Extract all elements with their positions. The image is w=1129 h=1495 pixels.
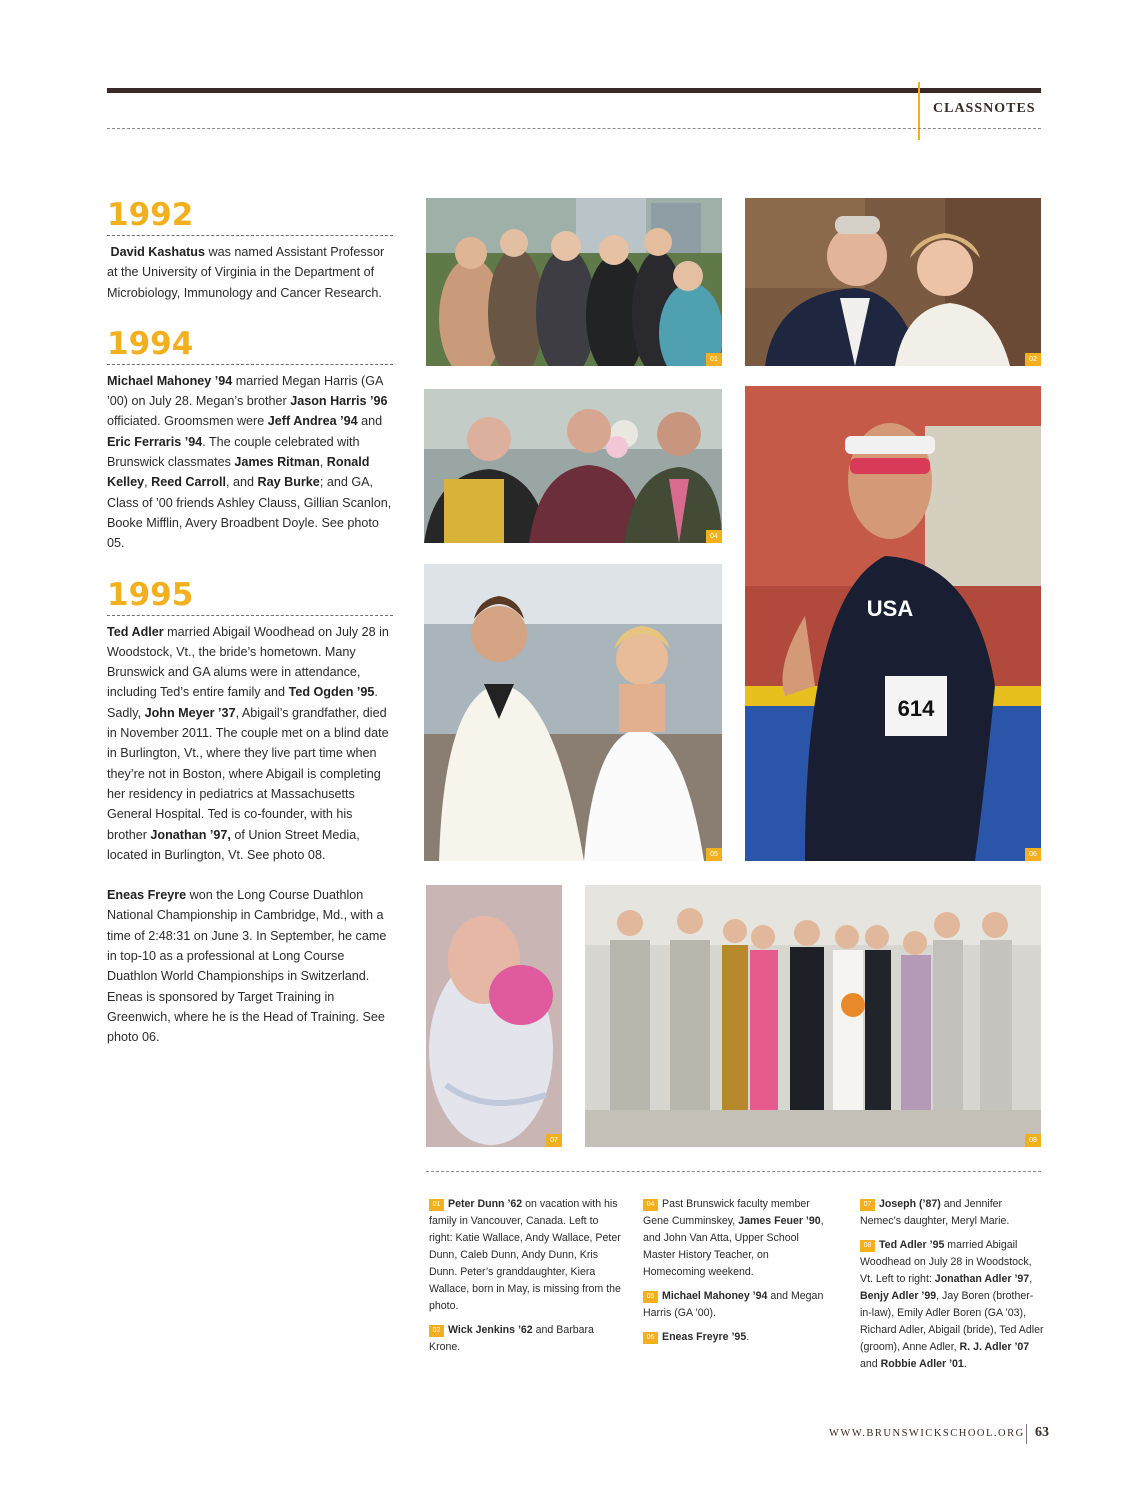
photo-06-duathlon-runner (745, 386, 1041, 861)
note-name: Ray Burke (257, 475, 320, 490)
note-name: Jason Harris ’96 (290, 394, 388, 409)
photo-tag: 01 (706, 353, 722, 366)
caption-name: Wick Jenkins ’62 (448, 1324, 533, 1336)
caption-text: , Jay Boren (brother-in-law), Emily Adler Boren (GA ’03), Richard Adler, Abigail (bride), Ted Adler (groom), Anne Adler, (860, 1290, 1044, 1353)
caption-number: 05 (643, 1291, 658, 1303)
note-1995-adler (107, 622, 393, 866)
note-name: Jeff Andrea ’94 (267, 414, 358, 429)
note-name: John Meyer ’37 (144, 705, 236, 720)
note-name: James Ritman (234, 455, 320, 470)
caption-text: , and John Van Atta, Upper School Master History Teacher, on Homecoming weekend. (643, 1215, 824, 1278)
note-name: Ted Ogden ’95 (288, 685, 375, 700)
photo-07-baby (426, 885, 562, 1147)
note-name: Reed Carroll (151, 475, 226, 490)
note-text: officiated. Groomsmen were (107, 414, 268, 429)
caption-name: Robbie Adler ’01 (880, 1358, 964, 1370)
footer-divider (1026, 1424, 1027, 1444)
note-name: Eneas Freyre (107, 888, 187, 903)
note-name: Ted Adler (107, 624, 164, 639)
caption-text: and Barbara Krone. (429, 1324, 594, 1353)
note-name: Jonathan ’97, (150, 827, 231, 842)
caption-name: James Feuer ’90 (738, 1215, 821, 1227)
caption-number: 07 (860, 1199, 875, 1211)
page-number: 63 (1035, 1425, 1049, 1440)
year-heading-1995: 1995 (107, 576, 393, 616)
note-text: . Sadly, (107, 685, 378, 720)
caption-name: Jonathan Adler ’97 (934, 1273, 1030, 1285)
photo-02-couple (745, 198, 1041, 366)
caption-05 (643, 1288, 833, 1322)
class-notes-column (107, 196, 393, 1048)
note-text: of Union Street Media, located in Burlington, Vt. See photo 08. (107, 827, 360, 862)
photo-08-wedding-group (585, 885, 1041, 1147)
year-heading-1994: 1994 (107, 325, 393, 365)
caption-text: . (963, 1358, 967, 1370)
photo-tag: 06 (1025, 848, 1041, 861)
footer-url: WWW.BRUNSWICKSCHOOL.ORG (829, 1428, 1025, 1439)
caption-08 (860, 1237, 1044, 1373)
caption-04 (643, 1196, 833, 1281)
note-1994 (107, 371, 393, 554)
note-text: won the Long Course Duathlon National Championship in Cambridge, Md., with a time of 2:48:31 on June 3. In September, he came in top-10 as a professional at Long Course Duathlon World Championships in Switzerland. Eneas is sponsored by Target Training in Greenwich, where he is the Head of Training. See photo 06. (107, 888, 387, 1045)
caption-name: R. J. Adler ’07 (959, 1341, 1030, 1353)
photo-tag: 02 (1025, 353, 1041, 366)
note-text: , (144, 475, 152, 490)
photo-tag: 07 (546, 1134, 562, 1147)
note-1995-freyre (107, 885, 393, 1047)
caption-column-1 (429, 1196, 621, 1363)
header-accent-bar (918, 82, 920, 140)
caption-column-3 (860, 1196, 1044, 1380)
caption-07 (860, 1196, 1044, 1230)
caption-name: Eneas Freyre ’95 (662, 1331, 747, 1343)
caption-name: Peter Dunn ’62 (448, 1198, 523, 1210)
caption-name: Benjy Adler ’99 (860, 1290, 937, 1302)
caption-number: 02 (429, 1325, 444, 1337)
note-text: was named Assistant Professor at the University of Virginia in the Department of Microbiology, Immunology and Cancer Research. (107, 245, 385, 300)
header-rule (107, 88, 1041, 93)
note-text: , Abigail’s grandfather, died in November 2011. The couple met on a blind date in Burlington, Vt., where they live part time when they’re not in Boston, where Abigail is completing her residency in pediatrics at Massachusetts General Hospital. Ted is co-founder, with his brother (107, 705, 389, 842)
caption-name: Michael Mahoney ’94 (662, 1290, 768, 1302)
caption-text: , (1029, 1273, 1033, 1285)
caption-name: Ted Adler ’95 (879, 1239, 945, 1251)
photo-05-wedding-beach (424, 564, 722, 861)
caption-text: married Abigail Woodhead on July 28 in Woodstock, Vt. Left to right: (860, 1239, 1032, 1285)
caption-number: 06 (643, 1332, 658, 1344)
caption-text: and Jennifer Nemec’s daughter, Meryl Marie. (860, 1198, 1010, 1227)
note-name: David Kashatus (110, 245, 205, 259)
note-name: Ronald Kelley (107, 455, 370, 490)
caption-number: 04 (643, 1199, 658, 1211)
note-text: , (319, 455, 327, 470)
race-bib-number: 614 (897, 696, 935, 721)
note-name: Michael Mahoney ’94 (107, 373, 233, 388)
photo-04-homecoming (424, 389, 722, 543)
caption-dotted-rule (426, 1171, 1041, 1172)
caption-column-2 (643, 1196, 833, 1353)
note-text: married Megan Harris (GA ’00) on July 28. Megan’s brother (107, 373, 383, 409)
caption-02 (429, 1322, 621, 1356)
header-dotted-rule (107, 128, 1041, 129)
note-1992 (107, 242, 393, 303)
caption-text: on vacation with his family in Vancouver, Canada. Left to right: Katie Wallace, Andy Wallace, Peter Dunn, Caleb Dunn, Andy Dunn, Kris Dunn. Peter’s granddaughter, Kiera Wallace, born in May, is missing from the photo. (429, 1198, 621, 1312)
caption-06 (643, 1329, 833, 1346)
section-label: CLASSNOTES (933, 101, 1036, 116)
caption-text: Past Brunswick faculty member Gene Cumminskey, (643, 1198, 810, 1227)
caption-01 (429, 1196, 621, 1315)
caption-text: and Megan Harris (GA ’00). (643, 1290, 824, 1319)
year-heading-1992: 1992 (107, 196, 393, 236)
caption-text: . (746, 1331, 750, 1343)
photo-tag: 05 (706, 848, 722, 861)
photo-tag: 04 (706, 530, 722, 543)
caption-number: 01 (429, 1199, 444, 1211)
photo-tag: 08 (1025, 1134, 1041, 1147)
caption-text: and (860, 1358, 881, 1370)
note-name: Eric Ferraris ’94 (107, 434, 203, 449)
jersey-text: USA (866, 596, 914, 621)
caption-name: Joseph (’87) (879, 1198, 941, 1210)
note-text: , and (226, 475, 258, 490)
photo-01-family-vancouver (426, 198, 722, 366)
note-text: and (357, 414, 383, 429)
caption-number: 08 (860, 1240, 875, 1252)
note-text: married Abigail Woodhead on July 28 in Woodstock, Vt., the bride’s hometown. Many Brunswick and GA alums were in attendance, including Ted’s entire family and (107, 624, 389, 700)
note-text: . The couple celebrated with Brunswick classmates (107, 434, 360, 470)
note-text: ; and GA, Class of ’00 friends Ashley Clauss, Gillian Scanlon, Booke Mifflin, Avery Broadbent Doyle. See photo 05. (107, 475, 392, 551)
